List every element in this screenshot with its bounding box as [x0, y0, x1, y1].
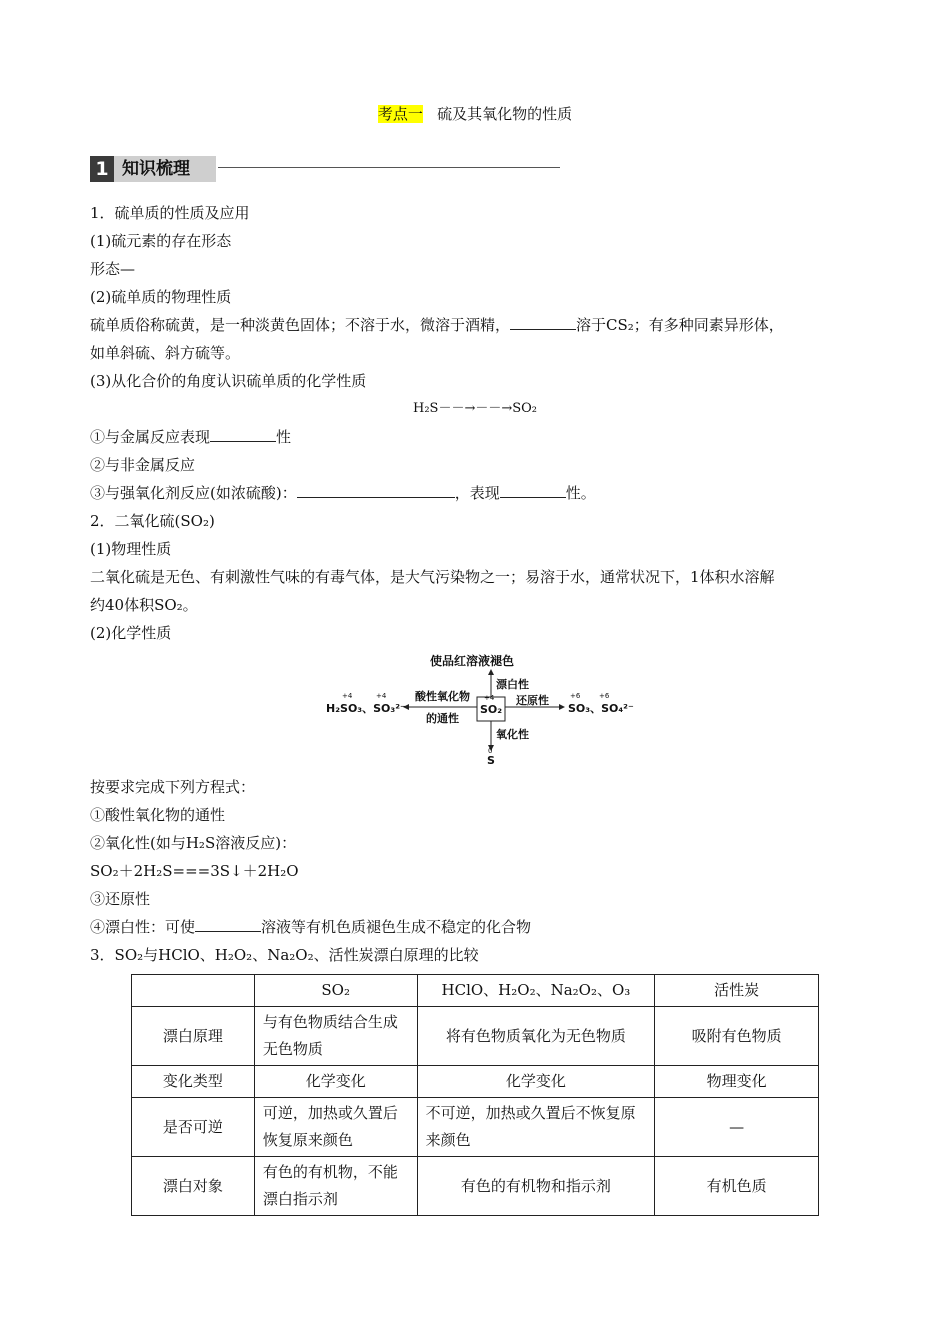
section-header — [90, 156, 560, 182]
table-header-cell — [132, 975, 255, 1007]
text-line: ②与非金属反应 — [90, 456, 196, 474]
diagram-top: 使品红溶液褪色 — [430, 654, 515, 668]
table-cell: 可逆，加热或久置后恢复原来颜色 — [254, 1098, 417, 1157]
text-line: ③还原性 — [90, 890, 151, 908]
fill-blank[interactable] — [210, 427, 276, 442]
diagram-bottom: S — [487, 754, 495, 767]
table-cell: 漂白原理 — [132, 1007, 255, 1066]
table-header-cell: HClO、H₂O₂、Na₂O₂、O₃ — [417, 975, 655, 1007]
right-oxidation-1: +6 — [570, 692, 581, 700]
table-row — [132, 1098, 819, 1157]
text-line: (3)从化合价的角度认识硫单质的化学性质 — [90, 372, 367, 390]
table-row — [132, 1157, 819, 1216]
text-line: ①酸性氧化物的通性 — [90, 806, 226, 824]
diagram-right-products: SO₃、SO₄²⁻ — [568, 702, 634, 715]
text-line — [90, 315, 784, 335]
fill-blank[interactable] — [195, 917, 261, 932]
text-span: ④漂白性：可使 — [90, 918, 196, 936]
text-span: 溶于CS₂；有多种同素异形体， — [576, 316, 784, 334]
section-label: 知识梳理 — [114, 156, 216, 182]
table-header-cell: 活性炭 — [655, 975, 819, 1007]
table-cell: 物理变化 — [655, 1066, 819, 1098]
table-cell: 变化类型 — [132, 1066, 255, 1098]
text-line: (1)硫元素的存在形态 — [90, 232, 232, 250]
diagram-down-label: 氧化性 — [496, 728, 529, 741]
equation: SO₂＋2H₂S===3S↓＋2H₂O — [90, 862, 299, 880]
table-header-row — [132, 975, 819, 1007]
table-cell: 是否可逆 — [132, 1098, 255, 1157]
text-span: ①与金属反应表现 — [90, 428, 211, 446]
text-span: 硫单质俗称硫黄，是一种淡黄色固体；不溶于水，微溶于酒精， — [90, 316, 511, 334]
section-number: 1 — [90, 156, 114, 182]
table-cell: 化学变化 — [254, 1066, 417, 1098]
diagram-center: SO₂ — [480, 703, 503, 716]
table-cell: 有色的有机物和指示剂 — [417, 1157, 655, 1216]
so2-property-diagram — [322, 650, 632, 768]
text-span: ③与强氧化剂反应(如浓硫酸)： — [90, 484, 297, 502]
text-line: 约40体积SO₂。 — [90, 596, 198, 614]
bottom-oxidation: 0 — [488, 747, 493, 755]
text-line: 形态— — [90, 260, 136, 278]
title-highlight: 考点一 — [377, 105, 423, 123]
text-line: 3．SO₂与HClO、H₂O₂、Na₂O₂、活性炭漂白原理的比较 — [90, 946, 479, 964]
diagram-left-label2: 的通性 — [426, 712, 459, 725]
center-oxidation: +4 — [484, 694, 495, 702]
table-cell: 有机色质 — [655, 1157, 819, 1216]
table-cell: 与有色物质结合生成无色物质 — [254, 1007, 417, 1066]
text-line: (2)硫单质的物理性质 — [90, 288, 232, 306]
table-row — [132, 1007, 819, 1066]
text-line: 2．二氧化硫(SO₂) — [90, 512, 215, 530]
table-cell: 将有色物质氧化为无色物质 — [417, 1007, 655, 1066]
text-span: 溶液等有机色质褪色生成不稳定的化合物 — [261, 918, 532, 936]
text-line: (2)化学性质 — [90, 624, 172, 642]
table-cell: 漂白对象 — [132, 1157, 255, 1216]
fill-blank[interactable] — [510, 315, 576, 330]
text-line: 二氧化硫是无色、有刺激性气味的有毒气体，是大气污染物之一；易溶于水，通常状况下，1体积水溶解 — [90, 568, 775, 586]
diagram-bleach: 漂白性 — [496, 678, 529, 691]
page-title — [0, 103, 950, 124]
fill-blank[interactable] — [500, 483, 566, 498]
text-line: 按要求完成下列方程式： — [90, 778, 256, 796]
diagram-left-label1: 酸性氧化物 — [415, 690, 470, 703]
table-cell: — — [655, 1098, 819, 1157]
table-cell: 有色的有机物，不能漂白指示剂 — [254, 1157, 417, 1216]
text-line — [90, 917, 531, 937]
text-line: 1．硫单质的性质及应用 — [90, 204, 250, 222]
diagram-left-products: H₂SO₃、SO₃²⁻ — [326, 702, 406, 715]
diagram-right-label: 还原性 — [516, 694, 549, 707]
table-cell: 吸附有色物质 — [655, 1007, 819, 1066]
text-span: ，表现 — [454, 484, 500, 502]
section-rule — [218, 167, 560, 168]
table-cell: 化学变化 — [417, 1066, 655, 1098]
table-header-cell: SO₂ — [254, 975, 417, 1007]
text-span: 性 — [276, 428, 292, 446]
title-text: 硫及其氧化物的性质 — [437, 105, 573, 123]
comparison-table — [131, 974, 819, 1216]
text-line: (1)物理性质 — [90, 540, 172, 558]
text-line — [90, 427, 291, 447]
text-line — [90, 483, 596, 503]
table-cell: 不可逆，加热或久置后不恢复原来颜色 — [417, 1098, 655, 1157]
left-oxidation-2: +4 — [376, 692, 387, 700]
text-line: 如单斜硫、斜方硫等。 — [90, 344, 241, 362]
text-line: ②氧化性(如与H₂S溶液反应)： — [90, 834, 297, 852]
left-oxidation-1: +4 — [342, 692, 353, 700]
right-oxidation-2: +6 — [599, 692, 610, 700]
table-row — [132, 1066, 819, 1098]
valence-chain: H₂S－－→－－→SO₂ — [412, 401, 537, 416]
fill-blank[interactable] — [297, 483, 455, 498]
text-span: 性。 — [565, 484, 596, 502]
